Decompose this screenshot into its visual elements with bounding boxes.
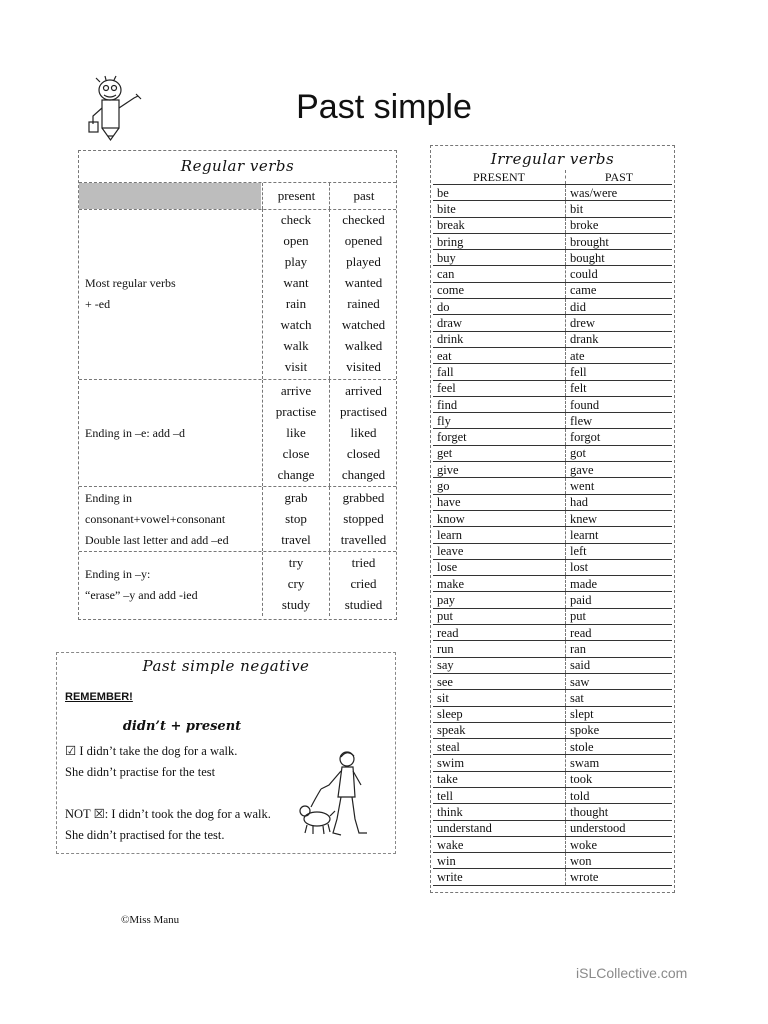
table-row xyxy=(433,185,672,201)
past-verb: liked xyxy=(350,425,377,440)
present-verb: speak xyxy=(433,722,566,738)
rule-line: Ending in –e: add –d xyxy=(85,426,185,440)
table-row xyxy=(433,787,672,803)
past-verb: studied xyxy=(344,597,383,612)
rule-description xyxy=(85,273,259,315)
present-verb: try xyxy=(288,555,304,570)
past-verb: did xyxy=(566,299,673,315)
past-verb: fell xyxy=(566,364,673,380)
table-row xyxy=(433,543,672,559)
present-verb: open xyxy=(283,233,309,248)
present-verb: practise xyxy=(275,404,317,419)
past-verb: travelled xyxy=(340,532,387,547)
table-row xyxy=(433,608,672,624)
past-verb: rained xyxy=(347,296,380,311)
present-verb: leave xyxy=(433,543,566,559)
present-verb: can xyxy=(433,266,566,282)
author-credit: ©Miss Manu xyxy=(121,914,180,926)
table-row xyxy=(433,657,672,673)
present-verb: take xyxy=(433,771,566,787)
present-verbs-column xyxy=(262,209,329,379)
present-verb: be xyxy=(433,185,566,201)
regular-verbs-header-row xyxy=(79,182,396,210)
present-verbs-column xyxy=(262,380,329,486)
past-verb: learnt xyxy=(566,527,673,543)
past-simple-negative-box xyxy=(56,652,396,854)
past-verb: drew xyxy=(566,315,673,331)
rule-line: consonant+vowel+consonant xyxy=(85,512,226,526)
past-verb: watched xyxy=(341,317,386,332)
past-verb: gave xyxy=(566,462,673,478)
past-verb: ran xyxy=(566,641,673,657)
past-verbs-column xyxy=(329,487,397,551)
present-verb: play xyxy=(284,254,308,269)
past-verb: drank xyxy=(566,331,673,347)
regular-verbs-title: Regular verbs xyxy=(180,157,295,175)
table-row xyxy=(433,462,672,478)
present-verb: fly xyxy=(433,413,566,429)
present-verb: tell xyxy=(433,787,566,803)
table-row xyxy=(433,299,672,315)
past-verb: had xyxy=(566,494,673,510)
present-verb: bite xyxy=(433,201,566,217)
past-verb: told xyxy=(566,787,673,803)
past-verb: bought xyxy=(566,250,673,266)
present-verb: rain xyxy=(285,296,307,311)
present-verb: learn xyxy=(433,527,566,543)
example-wrong-1: NOT ☒: I didn’t took the dog for a walk. xyxy=(65,807,271,821)
past-verb: checked xyxy=(342,212,385,227)
present-verb: do xyxy=(433,299,566,315)
present-verb: swim xyxy=(433,755,566,771)
regular-rule-group xyxy=(79,486,396,551)
present-verb: close xyxy=(282,446,310,461)
present-verb: change xyxy=(277,467,315,482)
present-verb: see xyxy=(433,673,566,689)
irregular-verbs-table xyxy=(430,145,675,893)
table-row xyxy=(433,331,672,347)
present-verb: think xyxy=(433,804,566,820)
past-verb: read xyxy=(566,625,673,641)
past-verb: came xyxy=(566,282,673,298)
past-column-header: past xyxy=(329,183,398,209)
past-verb: practised xyxy=(340,404,387,419)
present-verb: buy xyxy=(433,250,566,266)
present-verb: stop xyxy=(285,511,307,526)
present-verb: write xyxy=(433,869,566,885)
past-verb: tried xyxy=(351,555,376,570)
past-verb: wrote xyxy=(566,869,673,885)
past-verb: stopped xyxy=(343,511,384,526)
table-row xyxy=(433,576,672,592)
present-verb: go xyxy=(433,478,566,494)
site-watermark: iSLCollective.com xyxy=(576,965,688,981)
past-verb: stole xyxy=(566,739,673,755)
past-verb: spoke xyxy=(566,722,673,738)
table-row xyxy=(433,739,672,755)
table-row xyxy=(433,380,672,396)
table-row xyxy=(433,706,672,722)
present-verb: put xyxy=(433,608,566,624)
table-row xyxy=(433,396,672,412)
past-verb: saw xyxy=(566,673,673,689)
past-verb: understood xyxy=(566,820,673,836)
boy-walking-dog-illustration xyxy=(297,749,387,841)
past-verb: woke xyxy=(566,836,673,852)
present-verb: travel xyxy=(281,532,311,547)
present-verb: make xyxy=(433,576,566,592)
rule-line: Ending in xyxy=(85,491,132,505)
header-shaded-cell xyxy=(79,183,261,209)
present-verb: walk xyxy=(283,338,309,353)
past-verb: lost xyxy=(566,559,673,575)
table-row xyxy=(433,625,672,641)
present-verb: visit xyxy=(284,359,308,374)
present-verb: draw xyxy=(433,315,566,331)
present-verbs-column xyxy=(262,487,329,551)
past-verbs-column xyxy=(329,209,397,379)
present-column-header: present xyxy=(262,183,330,209)
table-row xyxy=(433,233,672,249)
present-verb: eat xyxy=(433,347,566,363)
past-verb: paid xyxy=(566,592,673,608)
regular-rule-group xyxy=(79,551,396,616)
past-verb: opened xyxy=(344,233,383,248)
past-verb: put xyxy=(566,608,673,624)
present-verb: watch xyxy=(280,317,312,332)
past-verb: sat xyxy=(566,690,673,706)
table-row xyxy=(433,201,672,217)
past-verb: changed xyxy=(341,467,386,482)
past-verb: ate xyxy=(566,347,673,363)
page-title: Past simple xyxy=(296,88,472,126)
example-wrong-2: She didn’t practised for the test. xyxy=(65,828,225,842)
past-verbs-column xyxy=(329,552,397,616)
past-verb: left xyxy=(566,543,673,559)
present-verb: steal xyxy=(433,739,566,755)
present-verb: drink xyxy=(433,331,566,347)
table-row xyxy=(433,755,672,771)
past-verb: got xyxy=(566,445,673,461)
past-verb: said xyxy=(566,657,673,673)
rule-line: Double last letter and add –ed xyxy=(85,533,229,547)
past-verb: knew xyxy=(566,510,673,526)
present-verb: come xyxy=(433,282,566,298)
table-row xyxy=(433,445,672,461)
table-row xyxy=(433,641,672,657)
past-verb: brought xyxy=(566,233,673,249)
table-row xyxy=(433,429,672,445)
table-row xyxy=(433,592,672,608)
table-row xyxy=(433,478,672,494)
regular-rule-group xyxy=(79,209,396,379)
example-correct-2: She didn’t practise for the test xyxy=(65,765,216,779)
example-correct-1: ☑ I didn’t take the dog for a walk. xyxy=(65,744,238,758)
table-row xyxy=(433,217,672,233)
regular-rule-group xyxy=(79,379,396,486)
past-verb: walked xyxy=(344,338,383,353)
present-verb: run xyxy=(433,641,566,657)
present-verb: sit xyxy=(433,690,566,706)
table-row xyxy=(433,282,672,298)
past-verb: won xyxy=(566,853,673,869)
table-row xyxy=(433,250,672,266)
past-verb: grabbed xyxy=(342,490,385,505)
present-verb: study xyxy=(281,597,311,612)
past-verb: could xyxy=(566,266,673,282)
present-verb: check xyxy=(280,212,312,227)
table-row xyxy=(433,804,672,820)
past-column-header: PAST xyxy=(566,170,673,185)
present-verb: have xyxy=(433,494,566,510)
present-verb: sleep xyxy=(433,706,566,722)
table-row xyxy=(433,836,672,852)
table-row xyxy=(433,510,672,526)
table-row xyxy=(433,771,672,787)
table-row xyxy=(433,869,672,885)
table-row xyxy=(433,364,672,380)
table-row xyxy=(433,820,672,836)
rule-description xyxy=(85,423,259,444)
table-row xyxy=(433,494,672,510)
present-verb: grab xyxy=(284,490,308,505)
past-verb: bit xyxy=(566,201,673,217)
table-row xyxy=(433,853,672,869)
past-verb: played xyxy=(346,254,381,269)
regular-verbs-table xyxy=(78,150,397,620)
table-row xyxy=(433,347,672,363)
rule-line: + -ed xyxy=(85,297,111,311)
rule-description xyxy=(85,488,259,551)
present-verb: find xyxy=(433,396,566,412)
present-verb: know xyxy=(433,510,566,526)
rule-line: “erase” –y and add -ied xyxy=(85,587,198,602)
table-row xyxy=(433,413,672,429)
past-verb: visited xyxy=(346,359,381,374)
irregular-verbs-list xyxy=(433,170,672,886)
irregular-header-row xyxy=(433,170,672,185)
past-verb: flew xyxy=(566,413,673,429)
present-verb: break xyxy=(433,217,566,233)
present-verb: feel xyxy=(433,380,566,396)
present-verb: give xyxy=(433,462,566,478)
table-row xyxy=(433,315,672,331)
irregular-verbs-title: Irregular verbs xyxy=(490,150,615,168)
table-row xyxy=(433,527,672,543)
rule-description xyxy=(85,564,259,606)
present-verb: say xyxy=(433,657,566,673)
present-verb: arrive xyxy=(280,383,312,398)
present-verb: like xyxy=(286,425,306,440)
past-verb: took xyxy=(566,771,673,787)
past-verb: found xyxy=(566,396,673,412)
present-verbs-column xyxy=(262,552,329,616)
table-row xyxy=(433,266,672,282)
past-verb: forgot xyxy=(566,429,673,445)
past-verb: broke xyxy=(566,217,673,233)
present-verb: wake xyxy=(433,836,566,852)
present-verb: want xyxy=(283,275,309,290)
table-row xyxy=(433,559,672,575)
present-verb: understand xyxy=(433,820,566,836)
present-verb: read xyxy=(433,625,566,641)
table-row xyxy=(433,690,672,706)
present-verb: win xyxy=(433,853,566,869)
past-verbs-column xyxy=(329,380,397,486)
past-verb: was/were xyxy=(566,185,673,201)
past-verb: slept xyxy=(566,706,673,722)
present-verb: get xyxy=(433,445,566,461)
past-verb: arrived xyxy=(345,383,382,398)
past-verb: made xyxy=(566,576,673,592)
present-verb: fall xyxy=(433,364,566,380)
past-verb: wanted xyxy=(344,275,383,290)
present-column-header: PRESENT xyxy=(433,170,566,185)
negative-box-title: Past simple negative xyxy=(142,657,310,675)
past-verb: went xyxy=(566,478,673,494)
present-verb: cry xyxy=(287,576,305,591)
past-verb: closed xyxy=(346,446,381,461)
past-verb: swam xyxy=(566,755,673,771)
present-verb: bring xyxy=(433,233,566,249)
present-verb: pay xyxy=(433,592,566,608)
past-verb: thought xyxy=(566,804,673,820)
table-row xyxy=(433,722,672,738)
past-verb: felt xyxy=(566,380,673,396)
past-verb: cried xyxy=(350,576,377,591)
negative-rule: didn’t + present xyxy=(122,719,242,734)
remember-label: REMEMBER! xyxy=(65,691,133,703)
present-verb: forget xyxy=(433,429,566,445)
rule-line: Ending in –y: xyxy=(85,566,151,581)
present-verb: lose xyxy=(433,559,566,575)
rule-line: Most regular verbs xyxy=(85,276,176,290)
table-row xyxy=(433,673,672,689)
